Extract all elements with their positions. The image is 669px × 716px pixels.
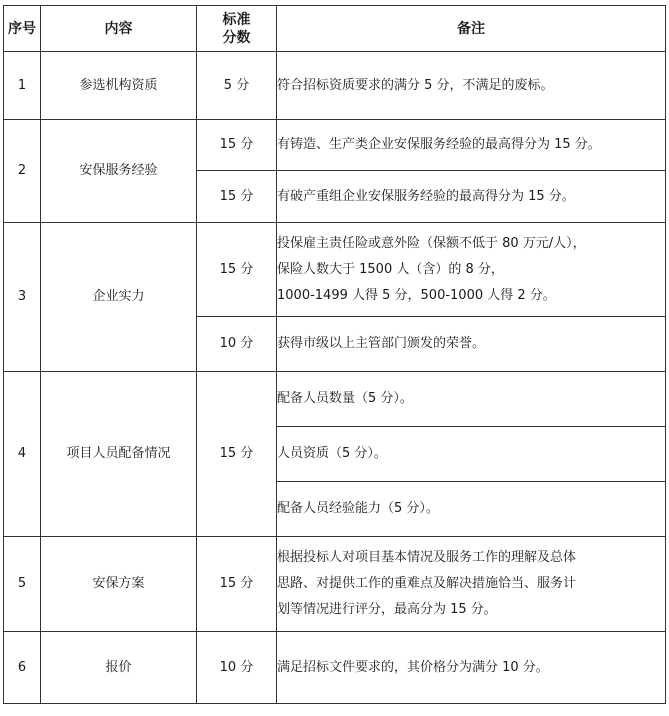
row-seq: 5 [4, 537, 41, 632]
row-note: 获得市级以上主管部门颁发的荣誉。 [277, 317, 666, 372]
table-row [4, 52, 666, 120]
row-note: 有破产重组企业安保服务经验的最高得分为 15 分。 [277, 171, 666, 223]
row-note: 有铸造、生产类企业安保服务经验的最高得分为 15 分。 [277, 120, 666, 171]
row-seq: 1 [4, 52, 41, 120]
row-content: 安保服务经验 [41, 120, 197, 223]
note-line: 根据投标人对项目基本情况及服务工作的理解及总体 [277, 550, 577, 565]
table-row [4, 223, 666, 317]
row-seq: 6 [4, 632, 41, 704]
table-row [4, 632, 666, 704]
row-content: 项目人员配备情况 [41, 372, 197, 537]
row-note [277, 537, 666, 632]
row-note: 配备人员经验能力（5 分）。 [277, 482, 666, 537]
row-content: 安保方案 [41, 537, 197, 632]
row-content: 企业实力 [41, 223, 197, 372]
row-score: 10 分 [197, 317, 277, 372]
row-note: 人员资质（5 分）。 [277, 427, 666, 482]
header-score [197, 6, 277, 52]
row-note: 满足招标文件要求的，其价格分为满分 10 分。 [277, 632, 666, 704]
note-line: 投保雇主责任险或意外险（保额不低于 80 万元/人）， [277, 235, 586, 251]
row-score: 10 分 [197, 632, 277, 704]
header-seq: 序号 [4, 6, 41, 52]
header-row [4, 6, 666, 52]
scoring-table [3, 5, 666, 704]
row-score: 15 分 [197, 223, 277, 317]
row-note [277, 223, 666, 317]
row-seq: 3 [4, 223, 41, 372]
header-content: 内容 [41, 6, 197, 52]
note-line: 保险人数大于 1500 人（含）的 8 分， [277, 261, 504, 277]
header-note: 备注 [277, 6, 666, 52]
row-content: 报价 [41, 632, 197, 704]
row-seq: 2 [4, 120, 41, 223]
table-row [4, 120, 666, 171]
row-score: 15 分 [197, 120, 277, 171]
row-content: 参选机构资质 [41, 52, 197, 120]
row-score: 15 分 [197, 171, 277, 223]
note-line: 1000-1499 人得 5 分，500-1000 人得 2 分。 [277, 287, 556, 303]
header-score-line1: 标准 [222, 11, 251, 28]
row-score: 15 分 [197, 537, 277, 632]
row-note: 符合招标资质要求的满分 5 分，不满足的废标。 [277, 52, 666, 120]
row-note: 配备人员数量（5 分）。 [277, 372, 666, 427]
table-row [4, 372, 666, 427]
row-score: 5 分 [197, 52, 277, 120]
row-seq: 4 [4, 372, 41, 537]
row-score: 15 分 [197, 372, 277, 537]
header-score-line2: 分数 [222, 29, 251, 46]
table-row [4, 537, 666, 632]
note-line: 思路、对提供工作的重难点及解决措施恰当、服务计 [277, 576, 577, 591]
note-line: 划等情况进行评分，最高分为 15 分。 [277, 602, 497, 617]
